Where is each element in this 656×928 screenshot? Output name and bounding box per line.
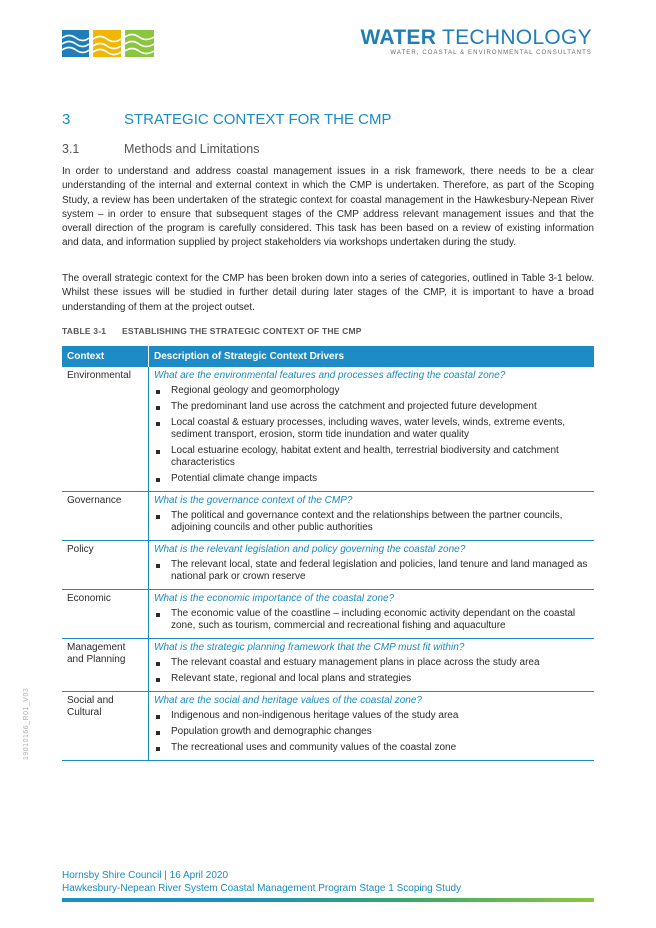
section-heading (62, 111, 392, 128)
list-item: Local coastal & estuary processes, including waves, water levels, winds, extreme events, sediment transport, erosion, storm tide inundation and water quality (154, 417, 589, 441)
page-footer (62, 870, 461, 895)
table-caption-number: TABLE 3-1 (62, 326, 107, 336)
context-cell: Management and Planning (62, 639, 149, 692)
section-title: STRATEGIC CONTEXT FOR THE CMP (124, 111, 392, 128)
list-item: The relevant local, state and federal legislation and policies, land tenure and land managed as national park or crown reserve (154, 559, 589, 583)
square-bullet-icon (156, 422, 160, 426)
context-cell: Economic (62, 590, 149, 639)
list-item: Local estuarine ecology, habitat extent and health, terrestrial biodiversity and catchment characteristics (154, 445, 589, 469)
list-item: Potential climate change impacts (154, 473, 589, 485)
table-caption-title: ESTABLISHING THE STRATEGIC CONTEXT OF THE CMP (122, 326, 362, 336)
square-bullet-icon (156, 678, 160, 682)
context-cell: Policy (62, 541, 149, 590)
wave-stripes-logo-icon (62, 30, 154, 57)
list-item: The economic value of the coastline – including economic activity dependant on the coastal zone, such as tourism, commercial and recreational fishing and aquaculture (154, 608, 589, 632)
list-item: Population growth and demographic changes (154, 726, 589, 738)
column-header-context: Context (62, 346, 149, 367)
brand-tagline: WATER, COASTAL & ENVIRONMENTAL CONSULTANTS (390, 50, 592, 56)
document-code: 19010166_R01_V03 (23, 687, 30, 760)
context-cell: Social and Cultural (62, 692, 149, 761)
description-cell (149, 367, 595, 492)
list-item: Regional geology and geomorphology (154, 385, 589, 397)
square-bullet-icon (156, 613, 160, 617)
body-paragraph-2: The overall strategic context for the CMP has been broken down into a series of categories, outlined in Table 3-1 below. Whilst these issues will be studied in further detail during later stages of the CMP, it is important to have a broad understanding of them at the project outset. (62, 273, 594, 313)
subsection-title: Methods and Limitations (124, 142, 260, 156)
table-header-row (62, 346, 594, 367)
square-bullet-icon (156, 515, 160, 519)
description-cell (149, 639, 595, 692)
list-item: The political and governance context and the relationships between the partner councils, adjoining councils and other public authorities (154, 510, 589, 534)
context-question: What are the environmental features and processes affecting the coastal zone? (154, 370, 506, 381)
footer-client-date: Hornsby Shire Council | 16 April 2020 (62, 870, 229, 881)
column-header-description: Description of Strategic Context Drivers (149, 346, 595, 367)
description-cell (149, 541, 595, 590)
square-bullet-icon (156, 450, 160, 454)
square-bullet-icon (156, 564, 160, 568)
list-item: The recreational uses and community values of the coastal zone (154, 742, 589, 754)
table-caption (62, 326, 362, 336)
square-bullet-icon (156, 662, 160, 666)
context-question: What is the relevant legislation and policy governing the coastal zone? (154, 544, 466, 555)
square-bullet-icon (156, 747, 160, 751)
brand-logo (360, 27, 592, 56)
square-bullet-icon (156, 478, 160, 482)
strategic-context-table (62, 346, 594, 761)
table-row (62, 590, 594, 639)
list-item: The relevant coastal and estuary management plans in place across the study area (154, 657, 589, 669)
context-question: What is the strategic planning framework that the CMP must fit within? (154, 642, 465, 653)
list-item: Indigenous and non-indigenous heritage values of the study area (154, 710, 589, 722)
context-cell: Environmental (62, 367, 149, 492)
context-question: What is the economic importance of the coastal zone? (154, 593, 395, 604)
brand-name: WATER TECHNOLOGY (360, 26, 592, 49)
square-bullet-icon (156, 715, 160, 719)
list-item: The predominant land use across the catchment and projected future development (154, 401, 589, 413)
square-bullet-icon (156, 731, 160, 735)
subsection-number: 3.1 (62, 142, 80, 156)
context-question: What is the governance context of the CMP? (154, 495, 353, 506)
table-row (62, 492, 594, 541)
table-row (62, 541, 594, 590)
square-bullet-icon (156, 406, 160, 410)
square-bullet-icon (156, 390, 160, 394)
footer-rule (62, 898, 594, 902)
list-item: Relevant state, regional and local plans and strategies (154, 673, 589, 685)
body-paragraph-1: In order to understand and address coastal management issues in a risk framework, there needs to be a clear understanding of the internal and external context in which the CMP is undertaken. Therefore, as part of the Scoping Study, a review has been undertaken of the strategic context for coastal management in the Hawkesbury-Nepean River system – in order to ensure that subsequent stages of the CMP address relevant management issues and that the overall direction of the program is carefully considered. This task has been based on a review of existing information and data, and information supplied by project stakeholders via workshops undertaken during the study. (62, 166, 594, 249)
description-cell (149, 590, 595, 639)
footer-report-title: Hawkesbury-Nepean River System Coastal Management Program Stage 1 Scoping Study (62, 882, 462, 894)
description-cell (149, 492, 595, 541)
table-row (62, 692, 594, 761)
table-row (62, 639, 594, 692)
table-row (62, 367, 594, 492)
subsection-heading (62, 142, 260, 156)
section-number: 3 (62, 111, 71, 128)
context-cell: Governance (62, 492, 149, 541)
description-cell (149, 692, 595, 761)
context-question: What are the social and heritage values of the coastal zone? (154, 695, 422, 706)
